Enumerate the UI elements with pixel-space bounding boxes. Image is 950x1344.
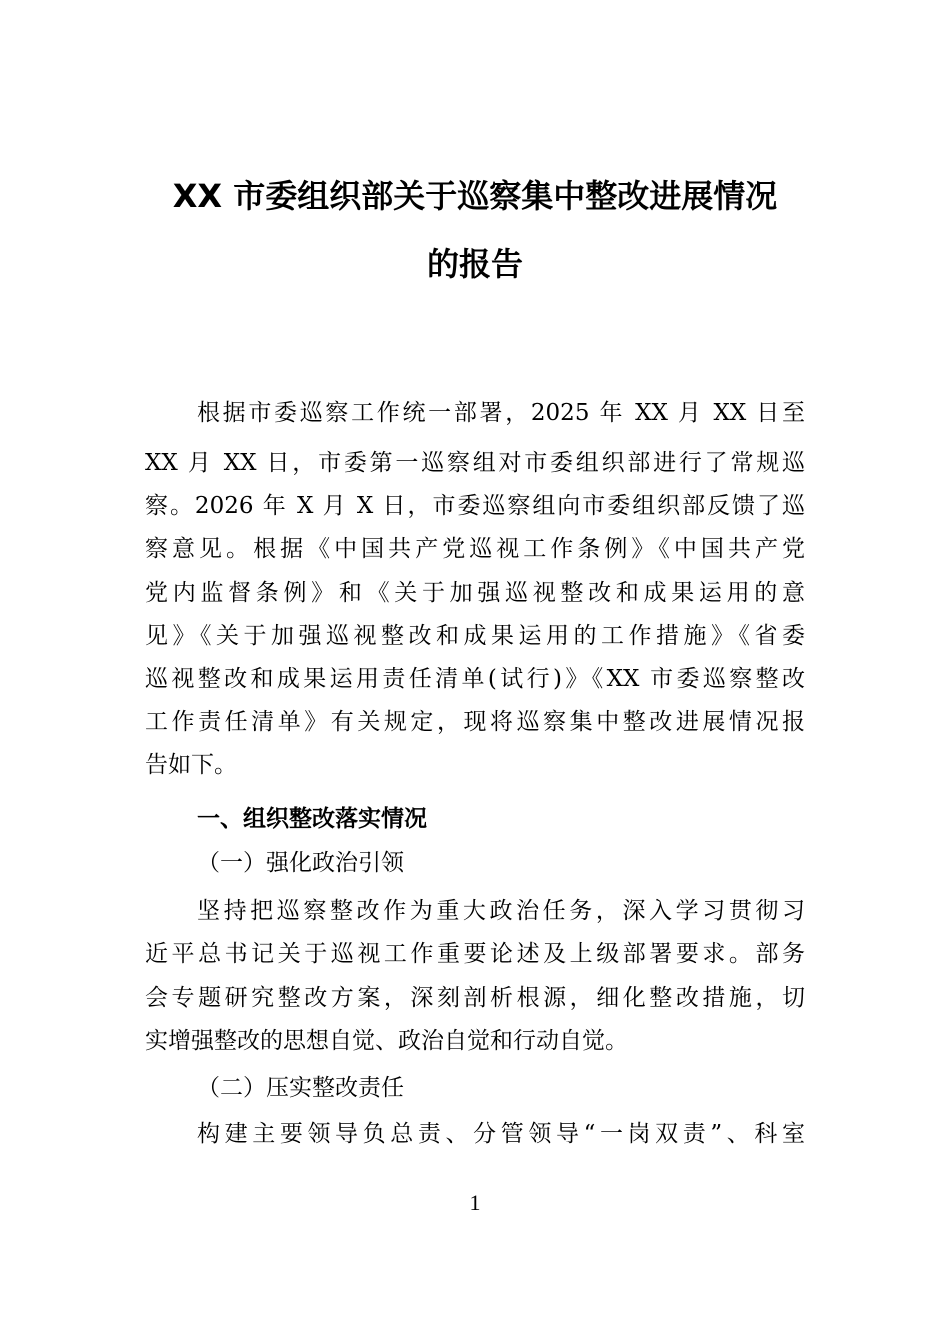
paragraph-line: 工作责任清单》有关规定，现将巡察集中整改进展情况报 [145,709,805,735]
paragraph-line: 察意见。根据《中国共产党巡视工作条例》《中国共产党 [145,536,805,562]
document-title-line-2: 的报告 [426,245,523,283]
paragraph-line: 察。2026 年 X 月 X 日，市委巡察组向市委组织部反馈了巡 [145,493,805,519]
paragraph-line: 根据市委巡察工作统一部署，2025 年 XX 月 XX 日至 [197,400,805,426]
paragraph-line: 构建主要领导负总责、分管领导“一岗双责”、科室 [197,1121,805,1147]
paragraph-line: 告如下。 [145,752,237,778]
paragraph-line: 实增强整改的思想自觉、政治自觉和行动自觉。 [145,1028,628,1054]
section-heading: 一、组织整改落实情况 [197,806,427,832]
paragraph-line: 坚持把巡察整改作为重大政治任务，深入学习贯彻习 [197,898,805,924]
subsection-heading: （一）强化政治引领 [197,850,404,876]
paragraph-line: 党内监督条例》和《关于加强巡视整改和成果运用的意 [145,580,805,606]
paragraph-line: 近平总书记关于巡视工作重要论述及上级部署要求。部务 [145,941,805,967]
paragraph-line: 见》《关于加强巡视整改和成果运用的工作措施》《省委 [145,623,805,649]
paragraph-line: XX 月 XX 日，市委第一巡察组对市委组织部进行了常规巡 [145,450,805,476]
paragraph-line: 会专题研究整改方案，深刻剖析根源，细化整改措施，切 [145,985,805,1011]
paragraph-line: 巡视整改和成果运用责任清单(试行)》《XX 市委巡察整改 [145,666,805,692]
document-title-line-1: XX 市委组织部关于巡察集中整改进展情况 [172,177,778,215]
page-number: 1 [469,1190,481,1215]
subsection-heading: （二）压实整改责任 [197,1075,404,1101]
